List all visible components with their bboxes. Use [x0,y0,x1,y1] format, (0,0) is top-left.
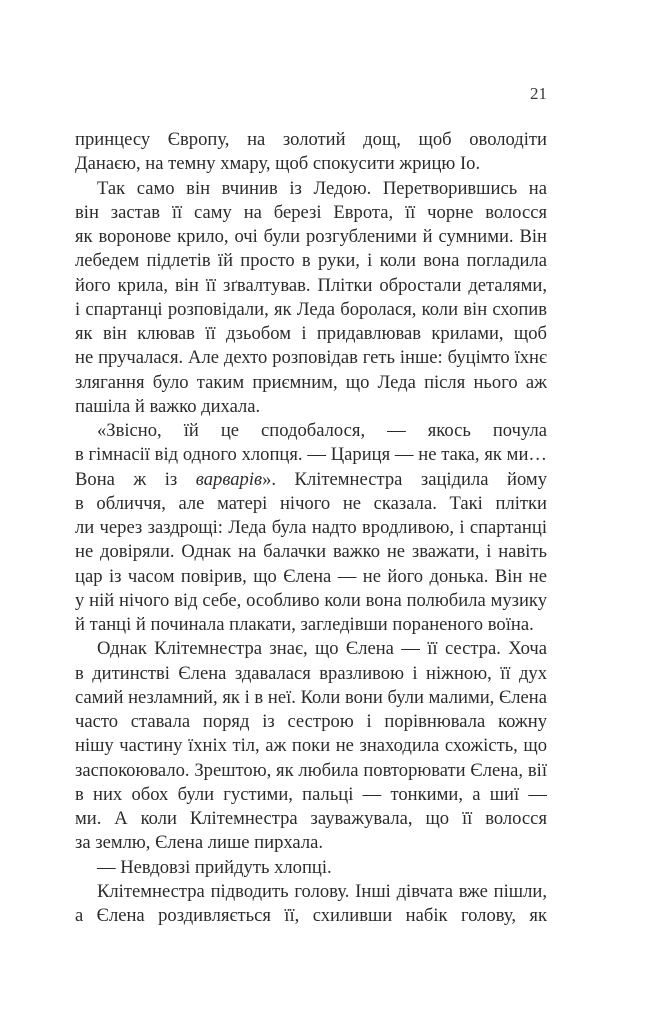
paragraph [75,419,547,637]
text-line [75,468,547,492]
text-line: — Невдовзі прийдуть хлопці. [97,856,332,878]
body-text [75,128,547,928]
text-line: у ній нічого від себе, особливо коли вона полюбила музику [75,589,547,611]
text-line: ли через заздрощі: Леда була надто вродливою, і спартанці [75,517,547,538]
text-line: Так само він вчинив із Ледою. Перетворившись на [97,177,547,199]
text-line: в них обох були густими, пальці — тонкими, а шиї — [75,783,547,805]
paragraph [75,856,547,880]
text-line: в обличчя, але матері нічого не сказала. Такі плітки [75,492,547,514]
page-number: 21 [530,84,547,103]
italic-text: варварів [195,468,263,490]
text-segment: Вона ж із [75,468,196,490]
text-line: в дитинстві Єлена здавалася вразливою і ніжною, її дух [75,662,547,684]
text-line: а Єлена роздивляється її, схиливши набік голову, як [75,905,547,926]
text-line: пашіла й важко дихала. [75,395,261,417]
text-line: самий незламний, як і в неї. Коли вони були малими, Єлена [75,686,547,708]
text-line: злягання було таким приємним, що Леда після нього аж [75,371,547,393]
text-line: за землю, Єлена лише пирхала. [75,832,324,854]
text-line: Данаєю, на темну хмару, щоб спокусити жрицю Іо. [75,153,481,175]
paragraph [75,128,547,177]
paragraph [75,177,547,420]
text-line: й танці й починала плакати, загледівши пораненого воїна. [75,614,534,635]
text-line: часто ставала поряд із сестрою і порівнювала кожну [75,711,547,732]
text-line: цар із часом повірив, що Єлена — не його донька. Він не [75,565,547,587]
text-line: нішу частину їхніх тіл, аж поки не знаходила схожість, що [75,735,547,757]
text-line: лебедем підлетів їй просто в руки, і коли вона погладила [75,250,547,272]
text-line: як воронове крило, очі були розгубленими й сумними. Він [75,226,547,247]
text-line: не пручалася. Але дехто розповідав геть інше: буцімто їхнє [75,347,547,369]
text-line: і спартанці розповідали, як Леда боролася, коли він схопив [75,298,547,320]
text-line: він застав її саму на березі Еврота, її чорне волосся [75,201,547,223]
paragraph [75,637,547,855]
text-line: не довіряли. Однак на балачки важко не зважати, і навіть [75,541,547,563]
text-line: Однак Клітемнестра знає, що Єлена — її сестра. Хоча [97,638,547,660]
text-line: «Звісно, їй це сподобалося, — якось почула [97,420,547,441]
paragraph [75,880,547,929]
text-line: ми. А коли Клітемнестра зауважувала, що її волосся [75,808,547,829]
text-line: як він клював її дзьобом і придавлював крилами, щоб [75,323,547,344]
text-segment: ». Клітемнестра зацідила йому [262,468,547,490]
text-line: заспокоювало. Зрештою, як любила повторювати Єлена, вії [75,759,547,781]
text-line: в гімнасії від одного хлопця. — Цариця — не така, як ми… [75,444,547,466]
text-line: принцесу Європу, на золотий дощ, щоб оволодіти [75,129,547,150]
text-line: Клітемнестра підводить голову. Інші дівчата вже пішли, [97,880,547,902]
text-line: його крила, він її зґвалтував. Плітки обростали деталями, [75,274,547,296]
